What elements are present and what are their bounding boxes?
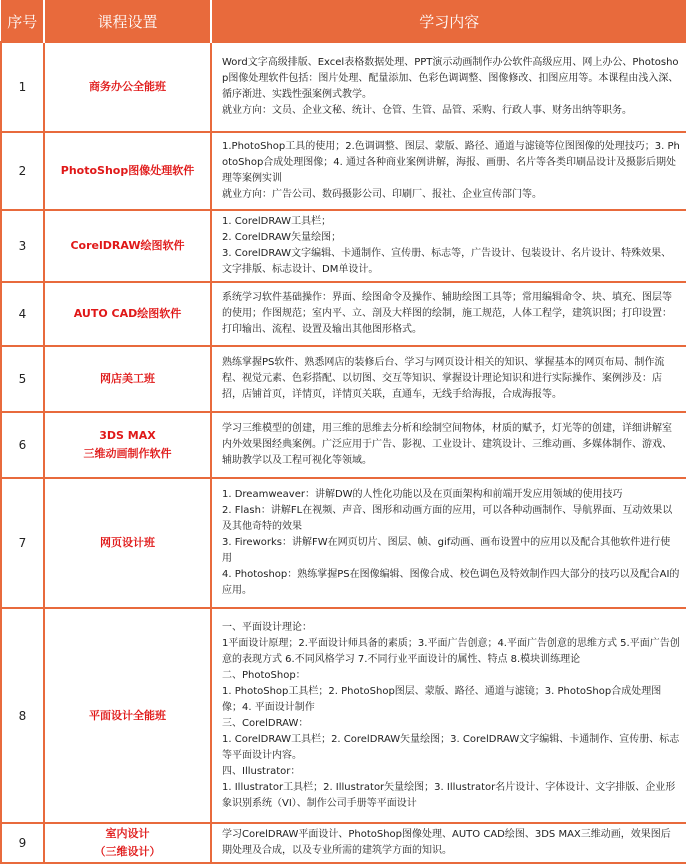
row-number: 5 [1, 346, 44, 412]
content-line: 3. CorelDRAW文字编辑、卡通制作、宣传册、标志等，广告设计、包装设计、名片设计、特殊效果、文字排版、标志设计、DM单设计。 [222, 248, 672, 275]
course-name-line: 平面设计全能班 [89, 708, 166, 722]
course-content [211, 132, 686, 210]
course-name-line: （三维设计） [94, 845, 161, 858]
content-line: 学习CorelDRAW平面设计、PhotoShop图像处理、AUTO CAD绘图、3DS MAX三维动画，效果图后期处理及合成，以及专业所需的建筑学方面的知识。 [222, 829, 671, 856]
content-line: 就业方向：广告公司、数码摄影公司、印刷厂、报社、企业宣传部门等。 [222, 189, 542, 200]
row-number: 6 [1, 412, 44, 478]
row-number: 2 [1, 132, 44, 210]
content-line: 3. Fireworks：讲解FW在网页切片、图层、帧、gif动画、画布设置中的应用以及配合其他软件进行使用 [222, 537, 671, 564]
course-content [211, 608, 686, 823]
content-line: Word文字高级排版、Excel表格数据处理、PPT演示动画制作办公软件高级应用、网上办公、Photoshop图像处理软件包括：图片处理、配量添加、色彩色调调整、图像修改、扣图应用等。本课程由浅入深、循序渐进、实践性强案例式教学。 [222, 57, 679, 100]
content-line: 二、PhotoShop： [222, 669, 306, 681]
table-row [1, 608, 686, 823]
content-line: 熟练掌握PS软件、熟悉网店的装修后台、学习与网页设计相关的知识、掌握基本的网页布局、制作流程、视觉元素、色彩搭配、以切图、交互等知识、掌握设计理论知识和进行实际操作、案例涉及：店招，店铺首页，详情页，详情页关联，直通车，无线手给海报，合成海报等。 [222, 357, 665, 400]
row-number: 9 [1, 823, 44, 863]
course-content [211, 823, 686, 863]
header-content: 学习内容 [211, 1, 686, 43]
course-name-line: 三维动画制作软件 [83, 447, 172, 460]
row-number: 7 [1, 478, 44, 608]
content-line: 一、平面设计理论： [222, 621, 312, 633]
content-line: 1. Dreamweaver：讲解DW的人性化功能以及在页面架构和前端开发应用领域的使用技巧 [222, 489, 623, 500]
row-number: 3 [1, 210, 44, 282]
content-line: 2. CorelDRAW矢量绘图； [222, 232, 342, 243]
content-line: 1.PhotoShop工具的使用；2.色调调整、图层、蒙版、路径、通道与滤镜等位图图像的处理技巧；3. PhotoShop合成处理图像；4. 通过各种商业案例讲解，海报、画册、名片等各类印刷品设计及摄影后期处理等案例实训 [222, 141, 680, 184]
course-name [44, 42, 211, 132]
course-name-line: 网店美工班 [100, 372, 155, 385]
row-number: 8 [1, 608, 44, 823]
row-number: 4 [1, 282, 44, 346]
table-row [1, 346, 686, 412]
content-line: 1. PhotoShop工具栏；2. PhotoShop图层、蒙版、路径、通道与滤镜；3. PhotoShop合成处理图像；4. 平面设计制作 [222, 685, 662, 713]
course-name-line: 室内设计 [105, 827, 150, 840]
content-line: 2. Flash：讲解FL在视频、声音、图形和动画方面的应用，可以各种动画制作、导航界面、互动效果以及其他奇特的效果 [222, 505, 673, 532]
course-content [211, 282, 686, 346]
course-name-line: 商务办公全能班 [89, 80, 166, 93]
course-name-line: PhotoShop图像处理软件 [60, 164, 195, 177]
row-number: 1 [1, 42, 44, 132]
content-line: 1. CorelDRAW工具栏；2. CorelDRAW矢量绘图；3. CorelDRAW文字编辑、卡通制作、宣传册、标志等平面设计内容。 [222, 733, 680, 761]
course-name [44, 823, 211, 863]
course-content [211, 42, 686, 132]
course-content [211, 478, 686, 608]
content-line: 1平面设计原理；2.平面设计师具备的素质；3.平面广告创意；4.平面广告创意的思维方式 5.平面广告创意的表现方式 6.不同风格学习 7.不同行业平面设计的属性、特点 8.模块训练理论 [222, 637, 680, 665]
course-name [44, 132, 211, 210]
course-name-line: AUTO CAD绘图软件 [73, 307, 182, 320]
table-row [1, 210, 686, 282]
content-line: 学习三维模型的创建，用三维的思维去分析和绘制空间物体，材质的赋予，灯光等的创建，详细讲解室内外效果图经典案例。广泛应用于广告、影视、工业设计、建筑设计、三维动画、多媒体制作、游戏、辅助教学以及工程可视化等领域。 [222, 423, 672, 466]
table-row [1, 42, 686, 132]
course-name [44, 478, 211, 608]
header-course: 课程设置 [44, 1, 211, 43]
table-row [1, 823, 686, 863]
table-header-row [1, 1, 686, 43]
course-name [44, 282, 211, 346]
content-line: 四、Illustrator： [222, 765, 301, 777]
course-name-line: CorelDRAW绘图软件 [70, 239, 185, 252]
course-name-line: 网页设计班 [100, 536, 155, 549]
course-content [211, 346, 686, 412]
content-line: 就业方向：文员、企业文秘、统计、仓管、生管、品管、采购、行政人事、财务出纳等职务。 [222, 105, 632, 116]
table-row [1, 412, 686, 478]
content-line: 1. CorelDRAW工具栏； [222, 216, 332, 227]
course-name [44, 346, 211, 412]
content-line: 1. Illustrator工具栏；2. Illustrator矢量绘图；3. Illustrator名片设计、字体设计、文字排版、企业形象识别系统（VI）、制作公司手册等平面设计 [222, 781, 676, 809]
course-name [44, 412, 211, 478]
content-line: 三、CorelDRAW： [222, 717, 309, 729]
course-content [211, 210, 686, 282]
course-name-line: 3DS MAX [99, 429, 156, 442]
header-no: 序号 [1, 1, 44, 43]
content-line: 系统学习软件基础操作：界面、绘图命令及操作、辅助绘图工具等；常用编辑命令、块、填充、图层等的使用；作图规范；室内平、立、剖及大样图的绘制，施工规范，人体工程学，建筑识图；打印设置：打印输出、流程、设置及输出其他图形格式。 [222, 292, 672, 335]
course-content [211, 412, 686, 478]
course-name [44, 608, 211, 823]
table-row [1, 478, 686, 608]
course-name [44, 210, 211, 282]
table-row [1, 132, 686, 210]
table-row [1, 282, 686, 346]
content-line: 4. Photoshop：熟练掌握PS在图像编辑、图像合成、校色调色及特效制作四大部分的技巧以及配合AI的应用。 [222, 569, 680, 596]
